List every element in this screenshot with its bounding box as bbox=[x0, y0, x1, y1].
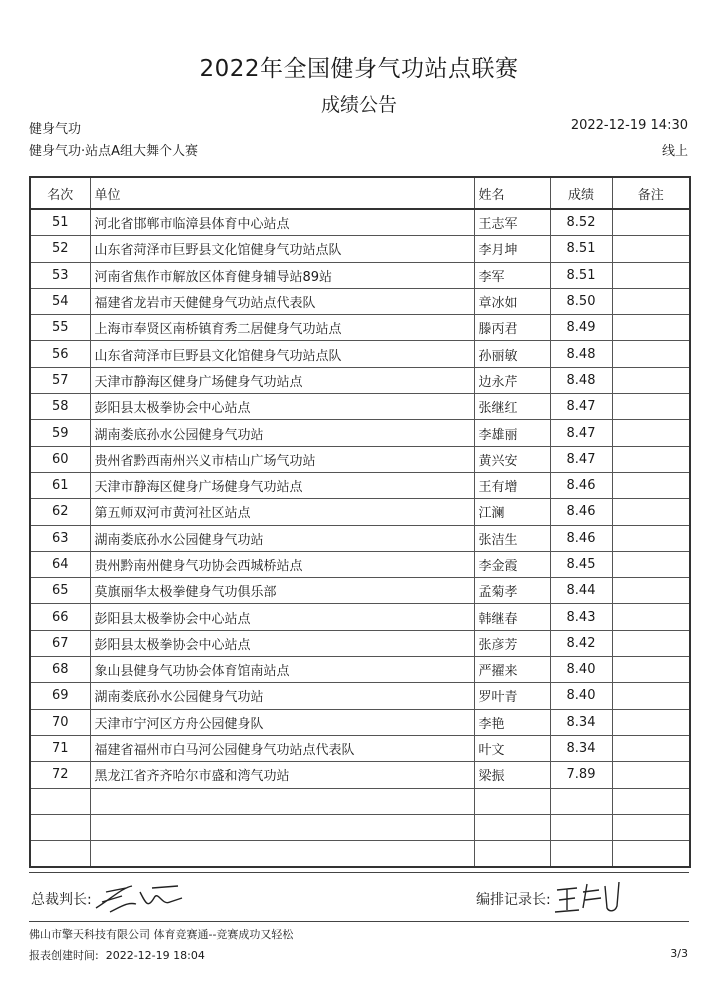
table-row bbox=[30, 683, 690, 709]
cell-score: 8.47 bbox=[550, 446, 612, 472]
cell-note bbox=[612, 578, 690, 604]
divider-bottom bbox=[29, 921, 689, 922]
table-row bbox=[30, 735, 690, 761]
cell-rank: 52 bbox=[30, 236, 90, 262]
cell-score: 8.34 bbox=[550, 709, 612, 735]
table-row bbox=[30, 236, 690, 262]
footer-page-number: 3/3 bbox=[670, 947, 688, 960]
cell-score: 7.89 bbox=[550, 762, 612, 788]
cell-unit: 天津市宁河区方舟公园健身队 bbox=[90, 709, 474, 735]
page-subtitle: 成绩公告 bbox=[320, 94, 397, 116]
cell-rank: 72 bbox=[30, 762, 90, 788]
cell-rank: 64 bbox=[30, 551, 90, 577]
cell-note bbox=[612, 788, 690, 814]
cell-name: 李军 bbox=[474, 262, 550, 288]
cell-rank: 63 bbox=[30, 525, 90, 551]
cell-name: 李金霞 bbox=[474, 551, 550, 577]
table-row bbox=[30, 788, 690, 814]
cell-rank: 70 bbox=[30, 709, 90, 735]
cell-unit: 第五师双河市黄河社区站点 bbox=[90, 499, 474, 525]
cell-name: 严擢来 bbox=[474, 657, 550, 683]
cell-score: 8.42 bbox=[550, 630, 612, 656]
chief-judge-signature bbox=[92, 878, 187, 918]
cell-note bbox=[612, 735, 690, 761]
cell-name: 黄兴安 bbox=[474, 446, 550, 472]
recorder-signature bbox=[553, 878, 633, 918]
cell-score: 8.49 bbox=[550, 315, 612, 341]
cell-unit: 彭阳县太极拳协会中心站点 bbox=[90, 630, 474, 656]
cell-unit: 彭阳县太极拳协会中心站点 bbox=[90, 394, 474, 420]
cell-rank bbox=[30, 841, 90, 868]
category-label: 健身气功 bbox=[29, 122, 82, 137]
cell-note bbox=[612, 288, 690, 314]
cell-note bbox=[612, 472, 690, 498]
table-row bbox=[30, 657, 690, 683]
cell-rank: 58 bbox=[30, 394, 90, 420]
cell-unit: 山东省菏泽市巨野县文化馆健身气功站点队 bbox=[90, 341, 474, 367]
cell-name: 王志军 bbox=[474, 209, 550, 236]
cell-score: 8.47 bbox=[550, 394, 612, 420]
table-row bbox=[30, 578, 690, 604]
chief-judge-label: 总裁判长: bbox=[31, 892, 92, 908]
cell-name: 滕丙君 bbox=[474, 315, 550, 341]
table-row bbox=[30, 472, 690, 498]
cell-note bbox=[612, 841, 690, 868]
cell-rank: 62 bbox=[30, 499, 90, 525]
cell-unit: 山东省菏泽市巨野县文化馆健身气功站点队 bbox=[90, 236, 474, 262]
cell-rank: 59 bbox=[30, 420, 90, 446]
cell-score bbox=[550, 814, 612, 840]
cell-unit: 湖南娄底孙水公园健身气功站 bbox=[90, 525, 474, 551]
cell-score: 8.51 bbox=[550, 236, 612, 262]
cell-score: 8.50 bbox=[550, 288, 612, 314]
table-row bbox=[30, 367, 690, 393]
cell-score: 8.46 bbox=[550, 499, 612, 525]
cell-score bbox=[550, 788, 612, 814]
cell-note bbox=[612, 683, 690, 709]
cell-unit: 河北省邯郸市临漳县体育中心站点 bbox=[90, 209, 474, 236]
column-header-name: 姓名 bbox=[474, 177, 550, 209]
cell-name: 李雄丽 bbox=[474, 420, 550, 446]
cell-rank: 71 bbox=[30, 735, 90, 761]
cell-note bbox=[612, 499, 690, 525]
cell-unit: 莫旗丽华太极拳健身气功俱乐部 bbox=[90, 578, 474, 604]
cell-rank: 69 bbox=[30, 683, 90, 709]
cell-note bbox=[612, 551, 690, 577]
column-header-note: 备注 bbox=[612, 177, 690, 209]
table-row bbox=[30, 525, 690, 551]
table-row bbox=[30, 315, 690, 341]
cell-unit: 黑龙江省齐齐哈尔市盛和湾气功站 bbox=[90, 762, 474, 788]
cell-name: 孙丽敏 bbox=[474, 341, 550, 367]
event-name: 健身气功·站点A组大舞个人赛 bbox=[29, 144, 199, 159]
footer-created-label: 报表创建时间: bbox=[29, 949, 99, 962]
footer-created-time: 2022-12-19 18:04 bbox=[105, 949, 205, 962]
cell-note bbox=[612, 446, 690, 472]
cell-rank: 67 bbox=[30, 630, 90, 656]
page-title: 2022年全国健身气功站点联赛 bbox=[199, 56, 519, 82]
cell-rank: 51 bbox=[30, 209, 90, 236]
cell-note bbox=[612, 394, 690, 420]
table-row bbox=[30, 814, 690, 840]
cell-score: 8.48 bbox=[550, 367, 612, 393]
cell-note bbox=[612, 709, 690, 735]
cell-name: 边永芹 bbox=[474, 367, 550, 393]
cell-unit: 象山县健身气功协会体育馆南站点 bbox=[90, 657, 474, 683]
table-row bbox=[30, 420, 690, 446]
cell-note bbox=[612, 762, 690, 788]
table-row bbox=[30, 209, 690, 236]
cell-name: 张彦芳 bbox=[474, 630, 550, 656]
footer-created bbox=[29, 947, 205, 963]
cell-note bbox=[612, 630, 690, 656]
cell-rank: 65 bbox=[30, 578, 90, 604]
cell-rank bbox=[30, 788, 90, 814]
competition-mode: 线上 bbox=[661, 144, 688, 159]
cell-score bbox=[550, 841, 612, 868]
column-header-rank: 名次 bbox=[30, 177, 90, 209]
cell-note bbox=[612, 814, 690, 840]
table-row bbox=[30, 630, 690, 656]
cell-unit bbox=[90, 788, 474, 814]
cell-name: 叶文 bbox=[474, 735, 550, 761]
cell-name: 张继红 bbox=[474, 394, 550, 420]
table-row bbox=[30, 604, 690, 630]
cell-rank: 61 bbox=[30, 472, 90, 498]
results-table bbox=[29, 176, 691, 868]
table-row bbox=[30, 394, 690, 420]
cell-unit: 上海市奉贤区南桥镇育秀二居健身气功站点 bbox=[90, 315, 474, 341]
cell-score: 8.52 bbox=[550, 209, 612, 236]
cell-score: 8.45 bbox=[550, 551, 612, 577]
cell-name: 李艳 bbox=[474, 709, 550, 735]
cell-rank: 66 bbox=[30, 604, 90, 630]
cell-rank: 55 bbox=[30, 315, 90, 341]
cell-rank: 57 bbox=[30, 367, 90, 393]
cell-rank: 53 bbox=[30, 262, 90, 288]
cell-score: 8.47 bbox=[550, 420, 612, 446]
cell-name bbox=[474, 788, 550, 814]
table-row bbox=[30, 341, 690, 367]
cell-note bbox=[612, 341, 690, 367]
cell-name: 梁振 bbox=[474, 762, 550, 788]
table-row bbox=[30, 288, 690, 314]
cell-unit: 彭阳县太极拳协会中心站点 bbox=[90, 604, 474, 630]
cell-name: 李月坤 bbox=[474, 236, 550, 262]
cell-score: 8.40 bbox=[550, 683, 612, 709]
cell-name: 韩继春 bbox=[474, 604, 550, 630]
table-row bbox=[30, 841, 690, 868]
column-header-score: 成绩 bbox=[550, 177, 612, 209]
table-row bbox=[30, 446, 690, 472]
recorder-label: 编排记录长: bbox=[476, 892, 551, 908]
cell-name: 章冰如 bbox=[474, 288, 550, 314]
cell-name: 张洁生 bbox=[474, 525, 550, 551]
cell-unit bbox=[90, 841, 474, 868]
cell-note bbox=[612, 236, 690, 262]
cell-rank: 56 bbox=[30, 341, 90, 367]
cell-unit: 湖南娄底孙水公园健身气功站 bbox=[90, 420, 474, 446]
cell-unit: 河南省焦作市解放区体育健身辅导站89站 bbox=[90, 262, 474, 288]
cell-note bbox=[612, 420, 690, 446]
cell-score: 8.34 bbox=[550, 735, 612, 761]
cell-unit: 天津市静海区健身广场健身气功站点 bbox=[90, 472, 474, 498]
cell-name: 王有增 bbox=[474, 472, 550, 498]
column-header-unit: 单位 bbox=[90, 177, 474, 209]
table-row bbox=[30, 762, 690, 788]
cell-unit: 天津市静海区健身广场健身气功站点 bbox=[90, 367, 474, 393]
cell-note bbox=[612, 367, 690, 393]
cell-score: 8.44 bbox=[550, 578, 612, 604]
cell-rank: 54 bbox=[30, 288, 90, 314]
cell-score: 8.43 bbox=[550, 604, 612, 630]
cell-score: 8.51 bbox=[550, 262, 612, 288]
cell-name: 孟菊孝 bbox=[474, 578, 550, 604]
cell-rank: 68 bbox=[30, 657, 90, 683]
cell-unit: 湖南娄底孙水公园健身气功站 bbox=[90, 683, 474, 709]
cell-rank bbox=[30, 814, 90, 840]
table-header-row bbox=[30, 177, 690, 209]
cell-name bbox=[474, 814, 550, 840]
cell-score: 8.46 bbox=[550, 472, 612, 498]
cell-note bbox=[612, 525, 690, 551]
footer-company: 佛山市擎天科技有限公司 体育竞赛通--竞赛成功又轻松 bbox=[29, 928, 294, 941]
cell-unit: 福建省龙岩市天健健身气功站点代表队 bbox=[90, 288, 474, 314]
cell-rank: 60 bbox=[30, 446, 90, 472]
cell-unit: 福建省福州市白马河公园健身气功站点代表队 bbox=[90, 735, 474, 761]
report-datetime: 2022-12-19 14:30 bbox=[570, 118, 688, 133]
cell-note bbox=[612, 262, 690, 288]
cell-unit: 贵州黔南州健身气功协会西城桥站点 bbox=[90, 551, 474, 577]
cell-score: 8.46 bbox=[550, 525, 612, 551]
table-row bbox=[30, 551, 690, 577]
cell-name: 江澜 bbox=[474, 499, 550, 525]
cell-note bbox=[612, 209, 690, 236]
cell-name bbox=[474, 841, 550, 868]
divider-top bbox=[29, 872, 689, 873]
cell-score: 8.48 bbox=[550, 341, 612, 367]
cell-note bbox=[612, 657, 690, 683]
table-row bbox=[30, 262, 690, 288]
cell-name: 罗叶青 bbox=[474, 683, 550, 709]
cell-unit bbox=[90, 814, 474, 840]
table-row bbox=[30, 499, 690, 525]
cell-note bbox=[612, 315, 690, 341]
table-row bbox=[30, 709, 690, 735]
cell-unit: 贵州省黔西南州兴义市桔山广场气功站 bbox=[90, 446, 474, 472]
cell-score: 8.40 bbox=[550, 657, 612, 683]
cell-note bbox=[612, 604, 690, 630]
